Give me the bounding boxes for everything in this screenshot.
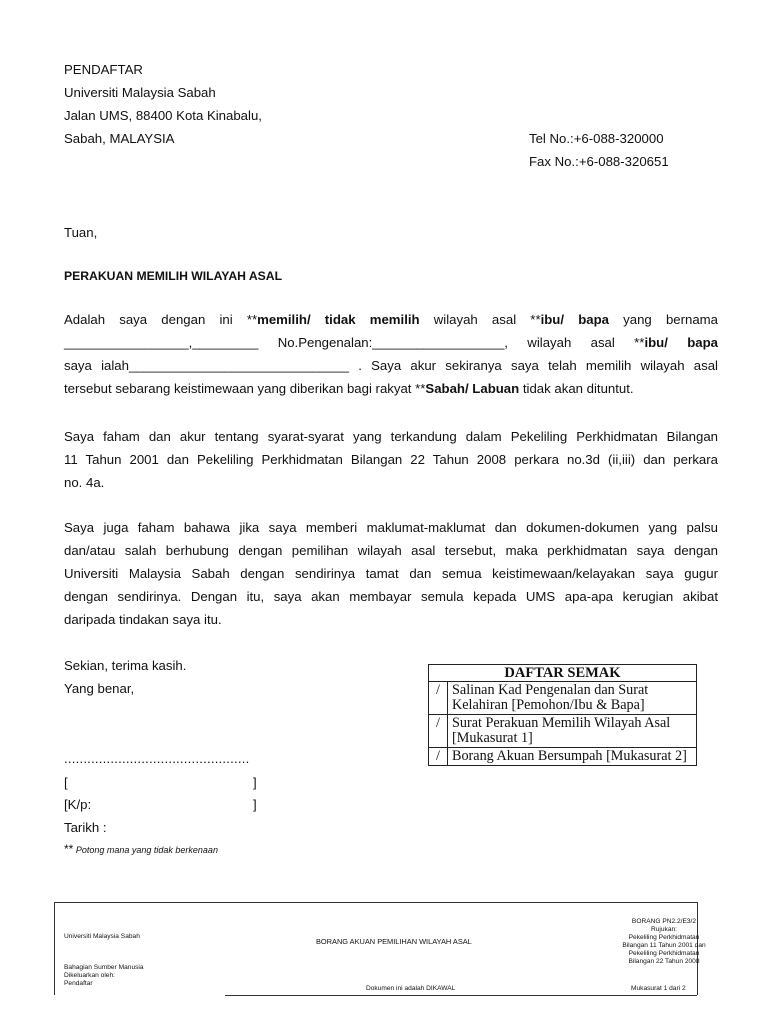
declaration-line-4: tersebut sebarang keistimewaan yang diberikan bagi rakyat **Sabah/ Labuan tidak akan dituntut. — [64, 381, 634, 396]
checklist-item — [429, 748, 697, 766]
signature-line: ................................................ — [64, 751, 250, 766]
checklist-header: DAFTAR SEMAK — [429, 665, 697, 682]
ic-bracket-close: ] — [253, 797, 257, 812]
footer-organization: Universiti Malaysia Sabah — [64, 933, 140, 940]
ic-number-label: [K/p: — [64, 797, 92, 812]
false-information-paragraph: Saya juga faham bahawa jika saya memberi maklumat-maklumat dan dokumen-dokumen yang palsu dan/atau salah berhubung dengan pemilihan wilayah asal tersebut, maka perkhidmatan saya dengan Universiti Malaysia Sabah dengan sendirinya tamat dan semua keistimewaan/kelayakan saya gugur dengan sendirinya. Dengan itu, saya akan membayar semula kepada UMS apa-apa kerugian akibat daripada tindakan saya itu. — [64, 520, 718, 627]
declaration-line-3: saya ialah______________________________ . Saya akur sekiranya saya telah memilih wilayah asal — [64, 358, 718, 373]
declaration-paragraph — [64, 308, 718, 400]
check-mark: / — [429, 748, 448, 766]
understanding-paragraph: Saya faham dan akur tentang syarat-syarat yang terkandung dalam Pekeliling Perkhidmatan Bilangan 11 Tahun 2001 dan Pekeliling Perkhidmatan Bilangan 22 Tahun 2008 perkara no.3d (ii,iii) dan perkara no. 4a. — [64, 429, 718, 490]
declaration-line-2: _________________,_________ No.Pengenalan:__________________, wilayah asal **ibu/ bapa — [64, 335, 718, 350]
footer-divider — [225, 995, 697, 996]
checklist-item-text: Borang Akuan Bersumpah [Mukasurat 2] — [448, 748, 697, 766]
checklist-item-text: Salinan Kad Pengenalan dan Surat Kelahiran [Pemohon/Ibu & Bapa] — [448, 682, 697, 715]
check-mark: / — [429, 715, 448, 748]
name-bracket-close: ] — [253, 775, 257, 790]
date-label: Tarikh : — [64, 820, 107, 835]
salutation: Tuan, — [64, 225, 98, 240]
address-block — [64, 58, 262, 150]
university-name: Universiti Malaysia Sabah — [64, 85, 216, 100]
document-title: PERAKUAN MEMILIH WILAYAH ASAL — [64, 269, 283, 283]
addressee-title: PENDAFTAR — [64, 62, 143, 77]
check-mark: / — [429, 682, 448, 715]
state-country: Sabah, MALAYSIA — [64, 131, 175, 146]
closing-thanks: Sekian, terima kasih. — [64, 658, 187, 673]
footer-department: Bahagian Sumber Manusia Dikeluarkan oleh: Pendaftar — [64, 964, 144, 987]
checklist-item — [429, 682, 697, 715]
footer-page-number: Mukasurat 1 dari 2 — [631, 985, 686, 992]
closing-yours: Yang benar, — [64, 681, 135, 696]
footer-box — [54, 902, 698, 995]
declaration-line-1: Adalah saya dengan ini **memilih/ tidak memilih wilayah asal **ibu/ bapa yang bernama — [64, 312, 718, 327]
street-address: Jalan UMS, 88400 Kota Kinabalu, — [64, 108, 262, 123]
footer-controlled-note: Dokumen ini adalah DIKAWAL — [366, 985, 456, 992]
telephone-number: Tel No.:+6-088-320000 — [529, 131, 664, 146]
checklist-item-text: Surat Perakuan Memilih Wilayah Asal [Mukasurat 1] — [448, 715, 697, 748]
strike-note: ** Potong mana yang tidak berkenaan — [64, 842, 218, 856]
footer-form-title: BORANG AKUAN PEMILIHAN WILAYAH ASAL — [316, 937, 472, 946]
checklist-item — [429, 715, 697, 748]
footer-reference: BORANG PN2.2/E3/2 Rujukan: Pekeliling Perkhidmatan Bilangan 11 Tahun 2001 dan Pekeliling Perkhidmatan Bilangan 22 Tahun 2008 — [622, 918, 706, 965]
fax-number: Fax No.:+6-088-320651 — [529, 154, 669, 169]
name-bracket-open: [ — [64, 775, 68, 790]
checklist-table — [428, 664, 697, 766]
contact-block — [529, 127, 669, 173]
